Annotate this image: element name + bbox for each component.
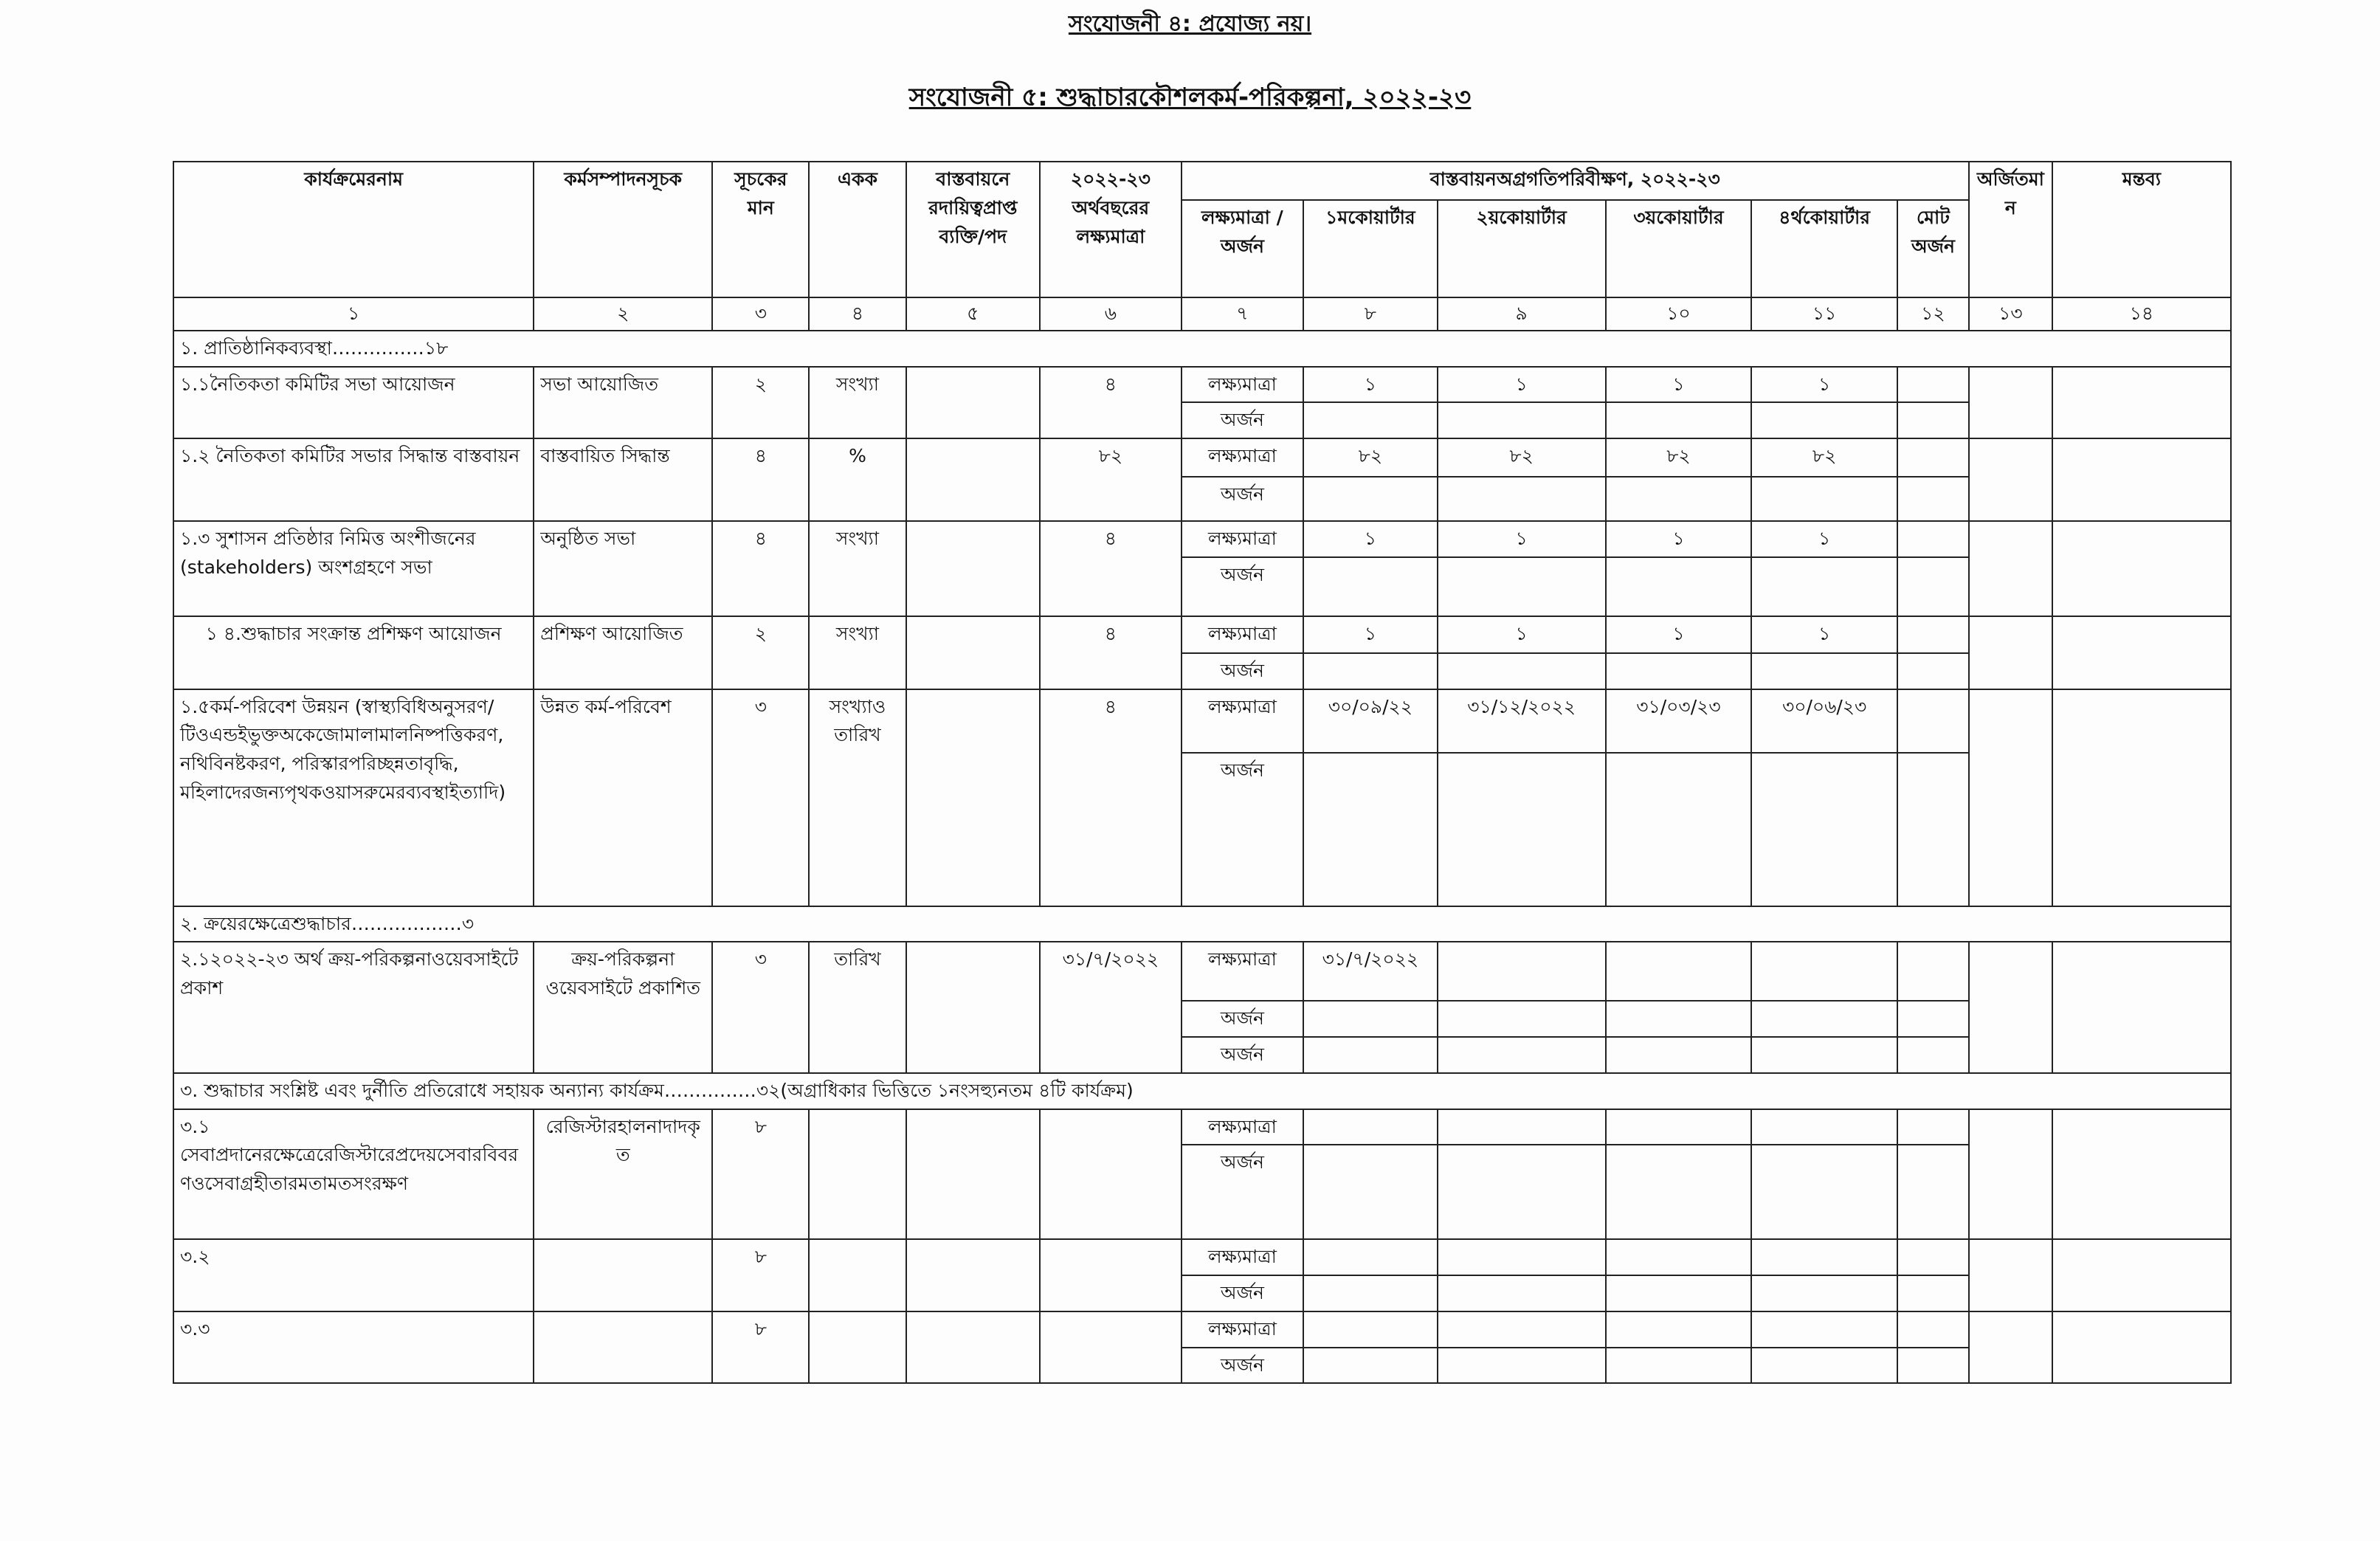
q2-value: ১ xyxy=(1438,367,1606,403)
remarks-cell xyxy=(2052,1239,2231,1311)
indicator-name: রেজিস্টারহালনাদাদকৃত xyxy=(534,1109,712,1240)
annual-target: ৩১/৭/২০২২ xyxy=(1040,942,1182,1073)
q2-achievement xyxy=(1438,557,1606,616)
responsible-person xyxy=(906,616,1041,689)
target-label: লক্ষ্যমাত্রা xyxy=(1182,1109,1303,1145)
q2-achievement xyxy=(1438,477,1606,521)
total-cell xyxy=(1897,557,1969,616)
achievement-label: অর্জন xyxy=(1182,753,1303,906)
q2-value: ১ xyxy=(1438,521,1606,557)
total-cell xyxy=(1897,689,1969,753)
column-number: ৪ xyxy=(809,297,906,331)
annual-target xyxy=(1040,1311,1182,1384)
q1-achievement xyxy=(1303,1001,1438,1037)
col-remarks-header: মন্তব্য xyxy=(2052,162,2231,297)
responsible-person xyxy=(906,367,1041,439)
unit: সংখ্যা xyxy=(809,616,906,689)
earned-score-cell xyxy=(1969,1239,2052,1311)
column-number: ১০ xyxy=(1606,297,1752,331)
responsible-person xyxy=(906,521,1041,616)
unit: সংখ্যা xyxy=(809,521,906,616)
earned-score-cell xyxy=(1969,438,2052,521)
indicator-value: ৮ xyxy=(712,1311,809,1384)
q3-value xyxy=(1606,1109,1752,1145)
q4-achievement xyxy=(1751,653,1897,689)
q4-achievement xyxy=(1751,1001,1897,1037)
target-label: লক্ষ্যমাত্রা xyxy=(1182,1239,1303,1275)
col-indicator-header: কর্মসম্পাদনসূচক xyxy=(534,162,712,297)
remarks-cell xyxy=(2052,616,2231,689)
q3-value: ১ xyxy=(1606,367,1752,403)
q1-achievement xyxy=(1303,1037,1438,1073)
achievement-label: অর্জন xyxy=(1182,1348,1303,1384)
achievement-label: অর্জন xyxy=(1182,402,1303,438)
q4-achievement xyxy=(1751,557,1897,616)
q1-achievement xyxy=(1303,753,1438,906)
q4-achievement xyxy=(1751,1037,1897,1073)
q1-value xyxy=(1303,1239,1438,1275)
indicator-name: অনুষ্ঠিত সভা xyxy=(534,521,712,616)
q4-value: ১ xyxy=(1751,521,1897,557)
indicator-name xyxy=(534,1239,712,1311)
section-title: ১. প্রাতিষ্ঠানিকব্যবস্থা……………১৮ xyxy=(173,331,2231,367)
q2-value xyxy=(1438,942,1606,1001)
q3-achievement xyxy=(1606,1001,1752,1037)
column-number: ১২ xyxy=(1897,297,1969,331)
unit xyxy=(809,1311,906,1384)
col-monitoring-header: বাস্তবায়নঅগ্রগতিপরিবীক্ষণ, ২০২২-২৩ xyxy=(1182,162,1969,200)
target-label: লক্ষ্যমাত্রা xyxy=(1182,438,1303,477)
target-label: লক্ষ্যমাত্রা xyxy=(1182,521,1303,557)
remarks-cell xyxy=(2052,942,2231,1073)
q2-achievement xyxy=(1438,1037,1606,1073)
total-cell xyxy=(1897,1001,1969,1037)
col-activity-header: কার্যক্রমেরনাম xyxy=(173,162,534,297)
q1-value: ১ xyxy=(1303,367,1438,403)
q4-value xyxy=(1751,1311,1897,1348)
col-indicator-value-header: সূচকের মান xyxy=(712,162,809,297)
column-number-row xyxy=(173,297,2231,331)
annual-target: ৪ xyxy=(1040,521,1182,616)
target-label: লক্ষ্যমাত্রা xyxy=(1182,616,1303,653)
achievement-label: অর্জন xyxy=(1182,1145,1303,1239)
q4-value: ৩০/০৬/২৩ xyxy=(1751,689,1897,753)
activity-name: ১.১নৈতিকতা কমিটির সভা আয়োজন xyxy=(173,367,534,439)
q1-achievement xyxy=(1303,402,1438,438)
q2-value xyxy=(1438,1109,1606,1145)
q3-achievement xyxy=(1606,402,1752,438)
indicator-name: ক্রয়-পরিকল্পনা ওয়েবসাইটে প্রকাশিত xyxy=(534,942,712,1073)
unit xyxy=(809,1239,906,1311)
q1-value xyxy=(1303,1109,1438,1145)
q3-achievement xyxy=(1606,1348,1752,1384)
q4-achievement xyxy=(1751,1348,1897,1384)
responsible-person xyxy=(906,438,1041,521)
col-target-year-header: ২০২২-২৩ অর্থবছরের লক্ষ্যমাত্রা xyxy=(1040,162,1182,297)
unit xyxy=(809,1109,906,1240)
q4-value: ১ xyxy=(1751,616,1897,653)
target-label: লক্ষ্যমাত্রা xyxy=(1182,1311,1303,1348)
q3-value xyxy=(1606,942,1752,1001)
annex-5-title: সংযোজনী ৫: শুদ্ধাচারকৌশলকর্ম-পরিকল্পনা, ২০২২-২৩ xyxy=(908,83,1472,112)
total-cell xyxy=(1897,1239,1969,1275)
column-number: ৮ xyxy=(1303,297,1438,331)
earned-score-cell xyxy=(1969,942,2052,1073)
activity-name: ৩.২ xyxy=(173,1239,534,1311)
col-q1-header: ১মকোয়ার্টার xyxy=(1303,200,1438,297)
remarks-cell xyxy=(2052,521,2231,616)
responsible-person xyxy=(906,942,1041,1073)
earned-score-cell xyxy=(1969,367,2052,439)
q1-value: ১ xyxy=(1303,616,1438,653)
section-title: ৩. শুদ্ধাচার সংশ্লিষ্ট এবং দুর্নীতি প্রতিরোধে সহায়ক অন্যান্য কার্যক্রম……………৩২(অগ্রাধিকার ভিত্তিতে ১নংসহ্যুনতম ৪টি কার্যক্রম) xyxy=(173,1073,2231,1109)
target-label: লক্ষ্যমাত্রা xyxy=(1182,367,1303,403)
remarks-cell xyxy=(2052,438,2231,521)
q1-value: ১ xyxy=(1303,521,1438,557)
q3-value xyxy=(1606,1311,1752,1348)
indicator-value: ২ xyxy=(712,367,809,439)
col-q2-header: ২য়কোয়ার্টার xyxy=(1438,200,1606,297)
responsible-person xyxy=(906,1239,1041,1311)
col-responsible-header: বাস্তবায়নে রদায়িত্বপ্রাপ্ত ব্যক্তি/পদ xyxy=(906,162,1041,297)
responsible-person xyxy=(906,689,1041,906)
col-q3-header: ৩য়কোয়ার্টার xyxy=(1606,200,1752,297)
q4-value xyxy=(1751,1109,1897,1145)
indicator-name: উন্নত কর্ম-পরিবেশ xyxy=(534,689,712,906)
annex-4-title: সংযোজনী ৪: প্রযোজ্য নয়। xyxy=(1068,11,1312,37)
indicator-name xyxy=(534,1311,712,1384)
q4-achievement xyxy=(1751,1145,1897,1239)
total-cell xyxy=(1897,653,1969,689)
total-cell xyxy=(1897,1311,1969,1348)
column-number: ১৩ xyxy=(1969,297,2052,331)
indicator-value: ৩ xyxy=(712,942,809,1073)
q2-achievement xyxy=(1438,653,1606,689)
indicator-name: সভা আয়োজিত xyxy=(534,367,712,439)
integrity-action-plan-table xyxy=(173,161,2232,1384)
indicator-name: প্রশিক্ষণ আয়োজিত xyxy=(534,616,712,689)
col-total-header: মোট অর্জন xyxy=(1897,200,1969,297)
remarks-cell xyxy=(2052,1109,2231,1240)
earned-score-cell xyxy=(1969,689,2052,906)
column-number: ৬ xyxy=(1040,297,1182,331)
activity-name: ১.৫কর্ম-পরিবেশ উন্নয়ন (স্বাস্থ্যবিধিঅনুসরণ/টিওএন্ডইভুক্তঅকেজোমালামালনিষ্পত্তিকরণ, নথিবিনষ্টকরণ, পরিস্কারপরিচ্ছন্নতাবৃদ্ধি, মহিলাদেরজন্যপৃথকওয়াসরুমেরব্যবস্থাইত্যাদি) xyxy=(173,689,534,906)
col-q4-header: ৪র্থকোয়ার্টার xyxy=(1751,200,1897,297)
remarks-cell xyxy=(2052,367,2231,439)
total-cell xyxy=(1897,1037,1969,1073)
remarks-cell xyxy=(2052,689,2231,906)
earned-score-cell xyxy=(1969,1109,2052,1240)
annual-target: ৪ xyxy=(1040,616,1182,689)
column-number: ১৪ xyxy=(2052,297,2231,331)
q2-value: ৮২ xyxy=(1438,438,1606,477)
activity-name: ২.১২০২২-২৩ অর্থ ক্রয়-পরিকল্পনাওয়েবসাইটে প্রকাশ xyxy=(173,942,534,1073)
q2-achievement xyxy=(1438,1275,1606,1311)
activity-name: ১.৩ সুশাসন প্রতিষ্ঠার নিমিত্ত অংশীজনের (stakeholders) অংশগ্রহণে সভা xyxy=(173,521,534,616)
annual-target: ৪ xyxy=(1040,689,1182,906)
q2-value: ১ xyxy=(1438,616,1606,653)
column-number: ১১ xyxy=(1751,297,1897,331)
total-cell xyxy=(1897,942,1969,1001)
q1-achievement xyxy=(1303,1145,1438,1239)
total-cell xyxy=(1897,1275,1969,1311)
achievement-label: অর্জন xyxy=(1182,653,1303,689)
total-cell xyxy=(1897,521,1969,557)
achievement-label: অর্জন xyxy=(1182,1275,1303,1311)
col-target-achievement-header: লক্ষ্যমাত্রা / অর্জন xyxy=(1182,200,1303,297)
total-cell xyxy=(1897,402,1969,438)
indicator-value: ৪ xyxy=(712,438,809,521)
annual-target: ৮২ xyxy=(1040,438,1182,521)
activity-name: ১ ৪.শুদ্ধাচার সংক্রান্ত প্রশিক্ষণ আয়োজন xyxy=(173,616,534,689)
q1-achievement xyxy=(1303,1348,1438,1384)
activity-name: ৩.৩ xyxy=(173,1311,534,1384)
q4-achievement xyxy=(1751,477,1897,521)
q4-value: ১ xyxy=(1751,367,1897,403)
total-cell xyxy=(1897,438,1969,477)
section-title: ২. ক্রয়েরক্ষেত্রেশুদ্ধাচার………………৩ xyxy=(173,906,2231,942)
q2-achievement xyxy=(1438,1001,1606,1037)
annual-target: ৪ xyxy=(1040,367,1182,439)
annual-target xyxy=(1040,1109,1182,1240)
q2-achievement xyxy=(1438,402,1606,438)
earned-score-cell xyxy=(1969,521,2052,616)
total-cell xyxy=(1897,1109,1969,1145)
earned-score-cell xyxy=(1969,616,2052,689)
q3-achievement xyxy=(1606,477,1752,521)
indicator-value: ৩ xyxy=(712,689,809,906)
q1-achievement xyxy=(1303,1275,1438,1311)
total-cell xyxy=(1897,753,1969,906)
indicator-value: ৮ xyxy=(712,1239,809,1311)
responsible-person xyxy=(906,1109,1041,1240)
activity-name: ১.২ নৈতিকতা কমিটির সভার সিদ্ধান্ত বাস্তবায়ন xyxy=(173,438,534,521)
column-number: ২ xyxy=(534,297,712,331)
q3-achievement xyxy=(1606,753,1752,906)
q2-value xyxy=(1438,1239,1606,1275)
total-cell xyxy=(1897,1348,1969,1384)
q1-achievement xyxy=(1303,557,1438,616)
q3-value: ১ xyxy=(1606,521,1752,557)
q3-achievement xyxy=(1606,653,1752,689)
q1-achievement xyxy=(1303,653,1438,689)
activity-name: ৩.১ সেবাপ্রদানেরক্ষেত্রেরেজিস্টারেপ্রদেয়সেবারবিবরণওসেবাগ্রহীতারমতামতসংরক্ষণ xyxy=(173,1109,534,1240)
col-earned-score-header: অর্জিতমান xyxy=(1969,162,2052,297)
q3-achievement xyxy=(1606,1037,1752,1073)
q2-achievement xyxy=(1438,753,1606,906)
q4-achievement xyxy=(1751,753,1897,906)
q1-value xyxy=(1303,1311,1438,1348)
q4-achievement xyxy=(1751,1275,1897,1311)
indicator-value: ২ xyxy=(712,616,809,689)
total-cell xyxy=(1897,616,1969,653)
q1-value: ৩০/০৯/২২ xyxy=(1303,689,1438,753)
q2-achievement xyxy=(1438,1348,1606,1384)
unit: সংখ্যাও তারিখ xyxy=(809,689,906,906)
achievement-label: অর্জন xyxy=(1182,477,1303,521)
q2-value: ৩১/১২/২০২২ xyxy=(1438,689,1606,753)
target-label: লক্ষ্যমাত্রা xyxy=(1182,942,1303,1001)
q4-value xyxy=(1751,942,1897,1001)
unit: সংখ্যা xyxy=(809,367,906,439)
q4-value: ৮২ xyxy=(1751,438,1897,477)
q1-value: ৮২ xyxy=(1303,438,1438,477)
q3-achievement xyxy=(1606,1145,1752,1239)
column-number: ৭ xyxy=(1182,297,1303,331)
q4-value xyxy=(1751,1239,1897,1275)
total-cell xyxy=(1897,1145,1969,1239)
q1-achievement xyxy=(1303,477,1438,521)
column-number: ৫ xyxy=(906,297,1041,331)
q3-achievement xyxy=(1606,1275,1752,1311)
earned-score-cell xyxy=(1969,1311,2052,1384)
column-number: ৩ xyxy=(712,297,809,331)
total-cell xyxy=(1897,477,1969,521)
col-unit-header: একক xyxy=(809,162,906,297)
q3-value: ৩১/০৩/২৩ xyxy=(1606,689,1752,753)
unit: তারিখ xyxy=(809,942,906,1073)
annual-target xyxy=(1040,1239,1182,1311)
q4-achievement xyxy=(1751,402,1897,438)
q3-value: ৮২ xyxy=(1606,438,1752,477)
indicator-value: ৮ xyxy=(712,1109,809,1240)
achievement-label: অর্জন xyxy=(1182,1037,1303,1073)
q3-value xyxy=(1606,1239,1752,1275)
target-label: লক্ষ্যমাত্রা xyxy=(1182,689,1303,753)
q1-value: ৩১/৭/২০২২ xyxy=(1303,942,1438,1001)
total-cell xyxy=(1897,367,1969,403)
remarks-cell xyxy=(2052,1311,2231,1384)
q3-value: ১ xyxy=(1606,616,1752,653)
achievement-label: অর্জন xyxy=(1182,557,1303,616)
column-number: ১ xyxy=(173,297,534,331)
unit: % xyxy=(809,438,906,521)
achievement-label: অর্জন xyxy=(1182,1001,1303,1037)
q2-achievement xyxy=(1438,1145,1606,1239)
indicator-name: বাস্তবায়িত সিদ্ধান্ত xyxy=(534,438,712,521)
q2-value xyxy=(1438,1311,1606,1348)
indicator-value: ৪ xyxy=(712,521,809,616)
q3-achievement xyxy=(1606,557,1752,616)
responsible-person xyxy=(906,1311,1041,1384)
column-number: ৯ xyxy=(1438,297,1606,331)
